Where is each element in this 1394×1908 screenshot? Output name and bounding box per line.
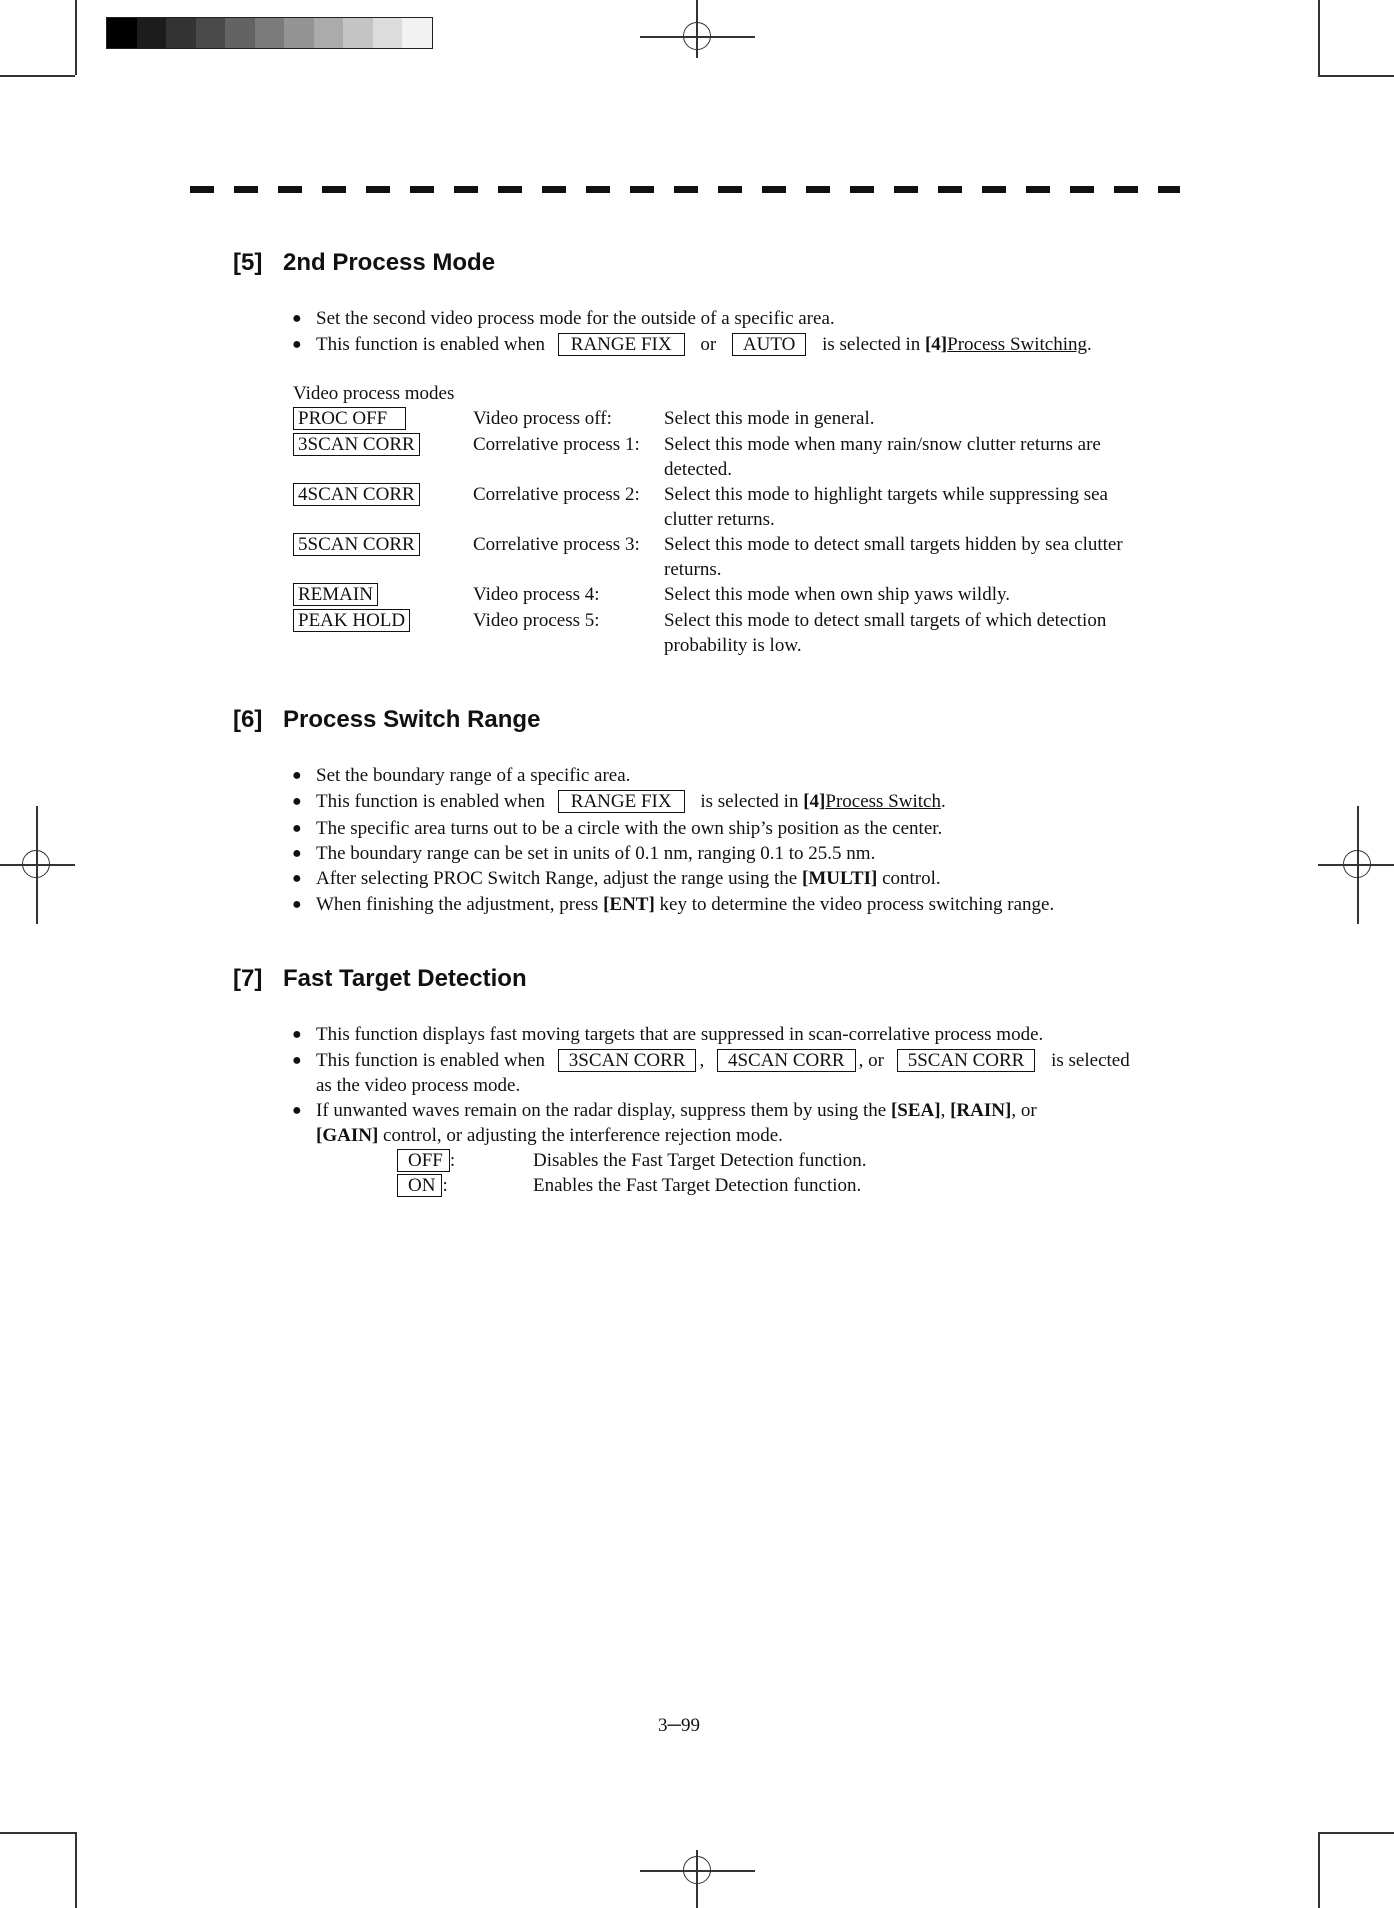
sec7-bullet-3-cont: [GAIN] control, or adjusting the interference rejection mode. [316,1125,783,1146]
mode-key: 5SCAN CORR [293,532,420,557]
page-number: 3─99 [658,1715,700,1736]
mode-key: REMAIN [293,582,378,607]
grayscale-calibration-bar [106,17,433,49]
section-number: [5] [233,249,263,276]
bullet-icon: ● [292,310,302,327]
mode-desc: Select this mode to highlight targets while suppressing sea [664,484,1108,505]
section-title: Process Switch Range [283,706,541,733]
bullet-icon: ● [292,336,302,353]
ent-key-ref: [ENT] [603,894,655,915]
mode-desc: Select this mode when many rain/snow clutter returns are [664,434,1101,455]
mode-name: Video process off: [473,408,612,429]
bullet-icon: ● [292,896,302,913]
process-switch-ref: Process Switch [825,791,941,812]
mode-name: Correlative process 3: [473,534,640,555]
mode-name: Video process 5: [473,610,600,631]
sec5-bullet-2: ● This function is enabled when RANGE FIX or AUTO is selected in [4]Process Switching. [292,334,1092,355]
sec6-bullet-4: ● The boundary range can be set in units of 0.1 nm, ranging 0.1 to 25.5 nm. [292,843,876,864]
mode-desc: Select this mode to detect small targets of which detection [664,610,1107,631]
mode-key: 4SCAN CORR [293,482,420,507]
multi-control-ref: [MULTI] [802,868,878,889]
sec6-bullet-6: ● When finishing the adjustment, press [ENT] key to determine the video process switching range. [292,894,1055,915]
on-key: ON [397,1174,442,1197]
3scan-corr-key: 3SCAN CORR [558,1049,697,1072]
sec7-bullet-2: ● This function is enabled when 3SCAN CORR , 4SCAN CORR , or 5SCAN CORR is selected [292,1050,1130,1071]
bullet-icon: ● [292,820,302,837]
bullet-icon: ● [292,767,302,784]
mode-desc-cont: detected. [664,459,733,480]
mode-name: Video process 4: [473,584,600,605]
4scan-corr-key: 4SCAN CORR [717,1049,856,1072]
bullet-icon: ● [292,1026,302,1043]
sea-control-ref: [SEA] [890,1100,941,1121]
sec6-bullet-5: ● After selecting PROC Switch Range, adjust the range using the [MULTI] control. [292,868,941,889]
bullet-icon: ● [292,870,302,887]
option-off-desc: Disables the Fast Target Detection function. [533,1150,867,1171]
process-switching-ref: Process Switching [947,334,1087,355]
5scan-corr-key: 5SCAN CORR [897,1049,1036,1072]
section-title: 2nd Process Mode [283,249,496,276]
auto-key: AUTO [732,333,806,356]
off-key: OFF [397,1149,450,1172]
sec5-bullet-1 [292,306,835,331]
video-modes-heading: Video process modes [293,383,455,404]
sec6-bullet-2: ● This function is enabled when RANGE FIX is selected in [4]Process Switch. [292,791,946,812]
option-off: OFF : [397,1148,455,1173]
bullet-icon: ● [292,845,302,862]
section-6-heading [233,706,540,734]
mode-desc-cont: clutter returns. [664,509,775,530]
mode-name: Correlative process 2: [473,484,640,505]
gain-control-ref: [GAIN] [316,1125,379,1146]
bullet-text: Set the second video process mode for the outside of a specific area. [316,308,835,329]
section-number: [6] [233,706,263,733]
mode-desc: Select this mode when own ship yaws wildly. [664,584,1011,605]
section-number: [7] [233,965,263,992]
section-title: Fast Target Detection [283,965,527,992]
option-on: ON : [397,1173,448,1198]
mode-key: 3SCAN CORR [293,432,420,457]
rain-control-ref: [RAIN] [950,1100,1012,1121]
sec7-bullet-2-cont: as the video process mode. [316,1075,521,1096]
bullet-icon: ● [292,1052,302,1069]
sec6-bullet-1: ● Set the boundary range of a specific area. [292,765,631,786]
sec7-bullet-1: ● This function displays fast moving targets that are suppressed in scan-correlative process mode. [292,1024,1044,1045]
mode-desc-cont: returns. [664,559,722,580]
bullet-icon: ● [292,793,302,810]
section-7-heading [233,965,527,993]
dashed-divider [190,186,1180,193]
section-5-heading [233,249,495,277]
bullet-icon: ● [292,1102,302,1119]
mode-key: PROC OFF [293,406,406,431]
sec7-bullet-3: ● If unwanted waves remain on the radar display, suppress them by using the [SEA], [RAIN], or [292,1100,1037,1121]
mode-desc: Select this mode to detect small targets hidden by sea clutter [664,534,1123,555]
mode-desc-cont: probability is low. [664,635,802,656]
range-fix-key: RANGE FIX [558,790,685,813]
range-fix-key: RANGE FIX [558,333,685,356]
mode-name: Correlative process 1: [473,434,640,455]
mode-desc: Select this mode in general. [664,408,875,429]
option-on-desc: Enables the Fast Target Detection function. [533,1175,862,1196]
mode-key: PEAK HOLD [293,608,410,633]
sec6-bullet-3: ● The specific area turns out to be a circle with the own ship’s position as the center. [292,818,943,839]
